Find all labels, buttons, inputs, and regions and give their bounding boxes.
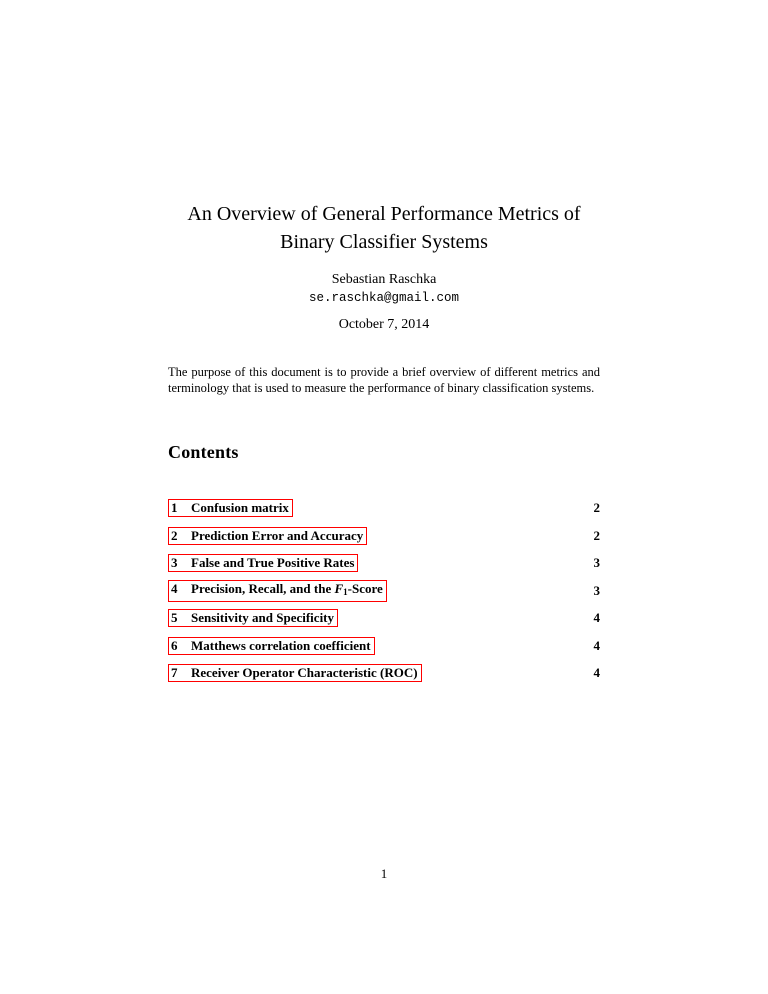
toc-row <box>168 637 600 655</box>
toc-page-number: 4 <box>593 610 600 625</box>
author-name: Sebastian Raschka <box>331 272 437 287</box>
toc-label: Confusion matrix <box>191 500 289 515</box>
toc-label: Sensitivity and Specificity <box>191 610 335 625</box>
toc-number: 7 <box>171 665 178 680</box>
toc-page-number: 2 <box>593 527 600 543</box>
toc-label: Receiver Operator Characteristic (ROC) <box>191 665 418 680</box>
toc-page-number: 3 <box>593 555 600 570</box>
toc-row <box>168 554 600 572</box>
toc-label <box>191 581 383 596</box>
toc-link-confusion-matrix[interactable] <box>168 499 293 517</box>
paper-title <box>168 200 600 256</box>
toc-link-matthews-correlation-coefficient[interactable] <box>168 637 375 655</box>
toc-page-number: 3 <box>593 582 600 598</box>
toc-label: Matthews correlation coefficient <box>191 637 371 653</box>
toc-row <box>168 499 600 517</box>
paper-title-line2: Binary Classifier Systems <box>280 231 488 253</box>
author-block <box>168 271 600 307</box>
toc-row <box>168 582 600 600</box>
paper-title-line1: An Overview of General Performance Metrics of <box>187 203 581 225</box>
toc-label-post: -Score <box>347 580 383 596</box>
table-of-contents <box>168 499 600 692</box>
toc-link-receiver-operator-characteristic[interactable] <box>168 664 422 682</box>
toc-link-prediction-error-accuracy[interactable] <box>168 527 367 545</box>
toc-number: 6 <box>171 637 178 653</box>
author-email: se.raschka@gmail.com <box>308 291 460 305</box>
toc-number: 4 <box>171 580 178 596</box>
abstract-text: The purpose of this document is to provide a brief overview of different metrics and terminology that is used to measure the performance of binary classification systems. <box>168 365 600 395</box>
toc-number: 2 <box>171 527 178 543</box>
toc-link-precision-recall-f1-score[interactable] <box>168 580 387 602</box>
toc-number: 5 <box>171 610 178 625</box>
toc-page-number: 2 <box>593 500 600 515</box>
toc-label: False and True Positive Rates <box>191 555 355 570</box>
toc-label-math-var: F <box>334 580 344 596</box>
toc-number: 3 <box>171 555 178 570</box>
toc-label: Prediction Error and Accuracy <box>191 527 364 543</box>
toc-page-number: 4 <box>593 665 600 680</box>
toc-row <box>168 664 600 682</box>
toc-row <box>168 609 600 627</box>
page-number: 1 <box>380 866 388 881</box>
toc-label-pre: Precision, Recall, and the <box>191 580 335 596</box>
toc-link-sensitivity-specificity[interactable] <box>168 609 338 627</box>
paper-date: October 7, 2014 <box>338 317 430 332</box>
contents-heading: Contents <box>168 442 239 462</box>
toc-link-false-true-positive-rates[interactable] <box>168 554 358 572</box>
toc-page-number: 4 <box>593 637 600 653</box>
toc-row <box>168 527 600 545</box>
toc-number: 1 <box>171 500 178 515</box>
toc-label-math-sub: 1 <box>343 586 348 597</box>
